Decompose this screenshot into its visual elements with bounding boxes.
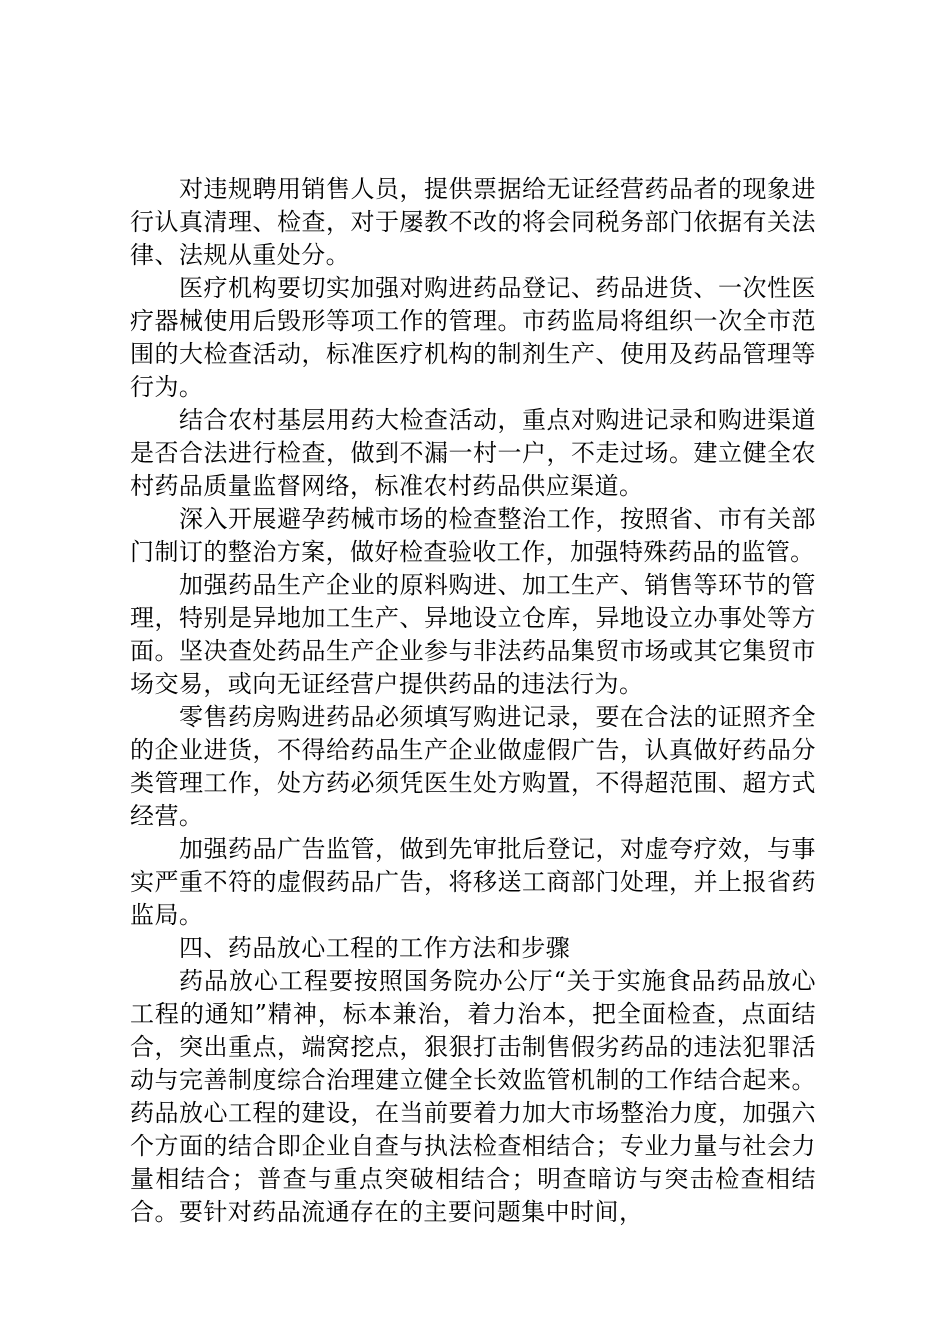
document-body [130,173,816,1229]
paragraph-7: 加强药品广告监管，做到先审批后登记，对虚夸疗效，与事实严重不符的虚假药品广告，将移送工商部门处理，并上报省药监局。 [130,835,816,929]
section-heading-4: 四、药品放心工程的工作方法和步骤 [179,934,571,962]
paragraph-4: 深入开展避孕药械市场的检查整治工作，按照省、市有关部门制订的整治方案，做好检查验收工作，加强特殊药品的监管。 [130,505,816,566]
paragraph-5: 加强药品生产企业的原料购进、加工生产、销售等环节的管理，特别是异地加工生产、异地设立仓库，异地设立办事处等方面。坚决查处药品生产企业参与非法药品集贸市场或其它集贸市场交易，或向无证经营户提供药品的违法行为。 [130,571,816,698]
paragraph-2: 医疗机构要切实加强对购进药品登记、药品进货、一次性医疗器械使用后毁形等项工作的管理。市药监局将组织一次全市范围的大检查活动，标准医疗机构的制剂生产、使用及药品管理等行为。 [130,274,816,401]
paragraph-3: 结合农村基层用药大检查活动，重点对购进记录和购进渠道是否合法进行检查，做到不漏一村一户，不走过场。建立健全农村药品质量监督网络，标准农村药品供应渠道。 [130,406,816,500]
paragraph-8: 药品放心工程要按照国务院办公厅“关于实施食品药品放心工程的通知”精神，标本兼治，着力治本，把全面检查，点面结合，突出重点，端窝挖点，狠狠打击制售假劣药品的违法犯罪活动与完善制度综合治理建立健全长效监管机制的工作结合起来。药品放心工程的建设，在当前要着力加大市场整治力度，加强六个方面的结合即企业自查与执法检查相结合；专业力量与社会力量相结合；普查与重点突破相结合；明查暗访与突击检查相结合。要针对药品流通存在的主要问题集中时间， [130,967,816,1226]
paragraph-1: 对违规聘用销售人员，提供票据给无证经营药品者的现象进行认真清理、检查，对于屡教不改的将会同税务部门依据有关法律、法规从重处分。 [130,175,816,269]
paragraph-6: 零售药房购进药品必须填写购进记录，要在合法的证照齐全的企业进货，不得给药品生产企业做虚假广告，认真做好药品分类管理工作，处方药必须凭医生处方购置，不得超范围、超方式经营。 [130,703,816,830]
